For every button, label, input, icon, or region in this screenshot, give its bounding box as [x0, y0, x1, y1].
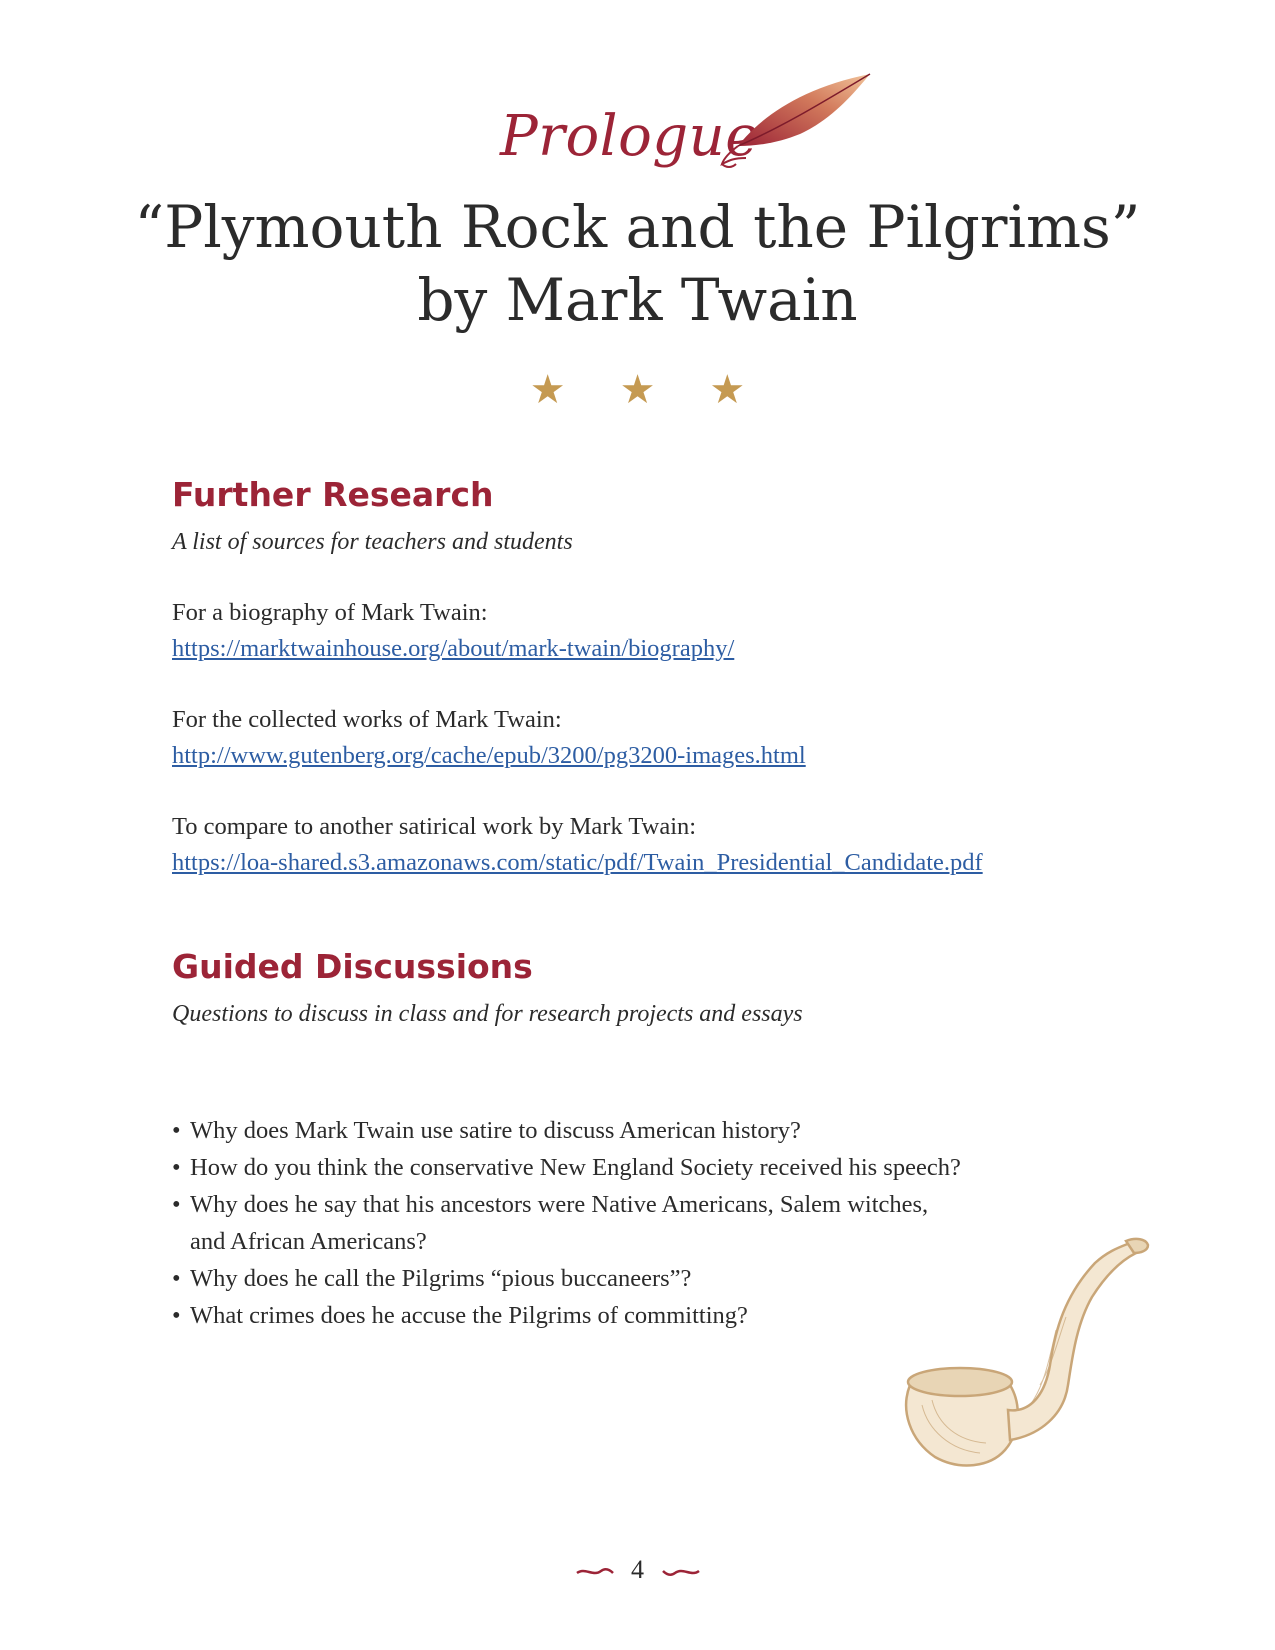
guided-discussions-subtitle: Questions to discuss in class and for research projects and essays	[172, 1001, 803, 1027]
title-line-1: “Plymouth Rock and the Pilgrims”	[134, 193, 1141, 261]
source-label: For the collected works of Mark Twain:	[172, 706, 562, 733]
tobacco-pipe-icon	[880, 1235, 1150, 1505]
discussion-question: • How do you think the conservative New England Society received his speech?	[172, 1149, 1072, 1186]
title-line-2: by Mark Twain	[417, 266, 858, 334]
page-footer	[0, 1555, 1275, 1585]
discussion-question: • Why does he say that his ancestors were Native Americans, Salem witches, and African Americans?	[172, 1186, 950, 1260]
further-research-subtitle: A list of sources for teachers and students	[172, 529, 573, 555]
discussion-question: • What crimes does he accuse the Pilgrims of committing?	[172, 1297, 1072, 1334]
page-header	[0, 0, 1275, 420]
discussion-question: • Why does Mark Twain use satire to discuss American history?	[172, 1112, 1072, 1149]
star-divider: ★ ★ ★	[529, 367, 768, 412]
swash-ornament-right-icon	[661, 1565, 701, 1579]
quill-pen-icon	[720, 68, 880, 178]
guided-discussions-heading: Guided Discussions	[172, 947, 533, 986]
page-number: 4	[631, 1555, 644, 1584]
source-label: To compare to another satirical work by Mark Twain:	[172, 813, 697, 840]
source-link-satirical-work[interactable]: https://loa-shared.s3.amazonaws.com/static/pdf/Twain_Presidential_Candidate.pdf	[172, 849, 983, 876]
source-label: For a biography of Mark Twain:	[172, 599, 488, 626]
discussion-question: • Why does he call the Pilgrims “pious buccaneers”?	[172, 1260, 1072, 1297]
prologue-label: Prologue	[500, 104, 759, 169]
source-link-collected-works[interactable]: http://www.gutenberg.org/cache/epub/3200/pg3200-images.html	[172, 742, 806, 769]
further-research-heading: Further Research	[172, 475, 494, 514]
swash-ornament-left-icon	[575, 1565, 615, 1579]
source-link-biography[interactable]: https://marktwainhouse.org/about/mark-twain/biography/	[172, 635, 735, 662]
